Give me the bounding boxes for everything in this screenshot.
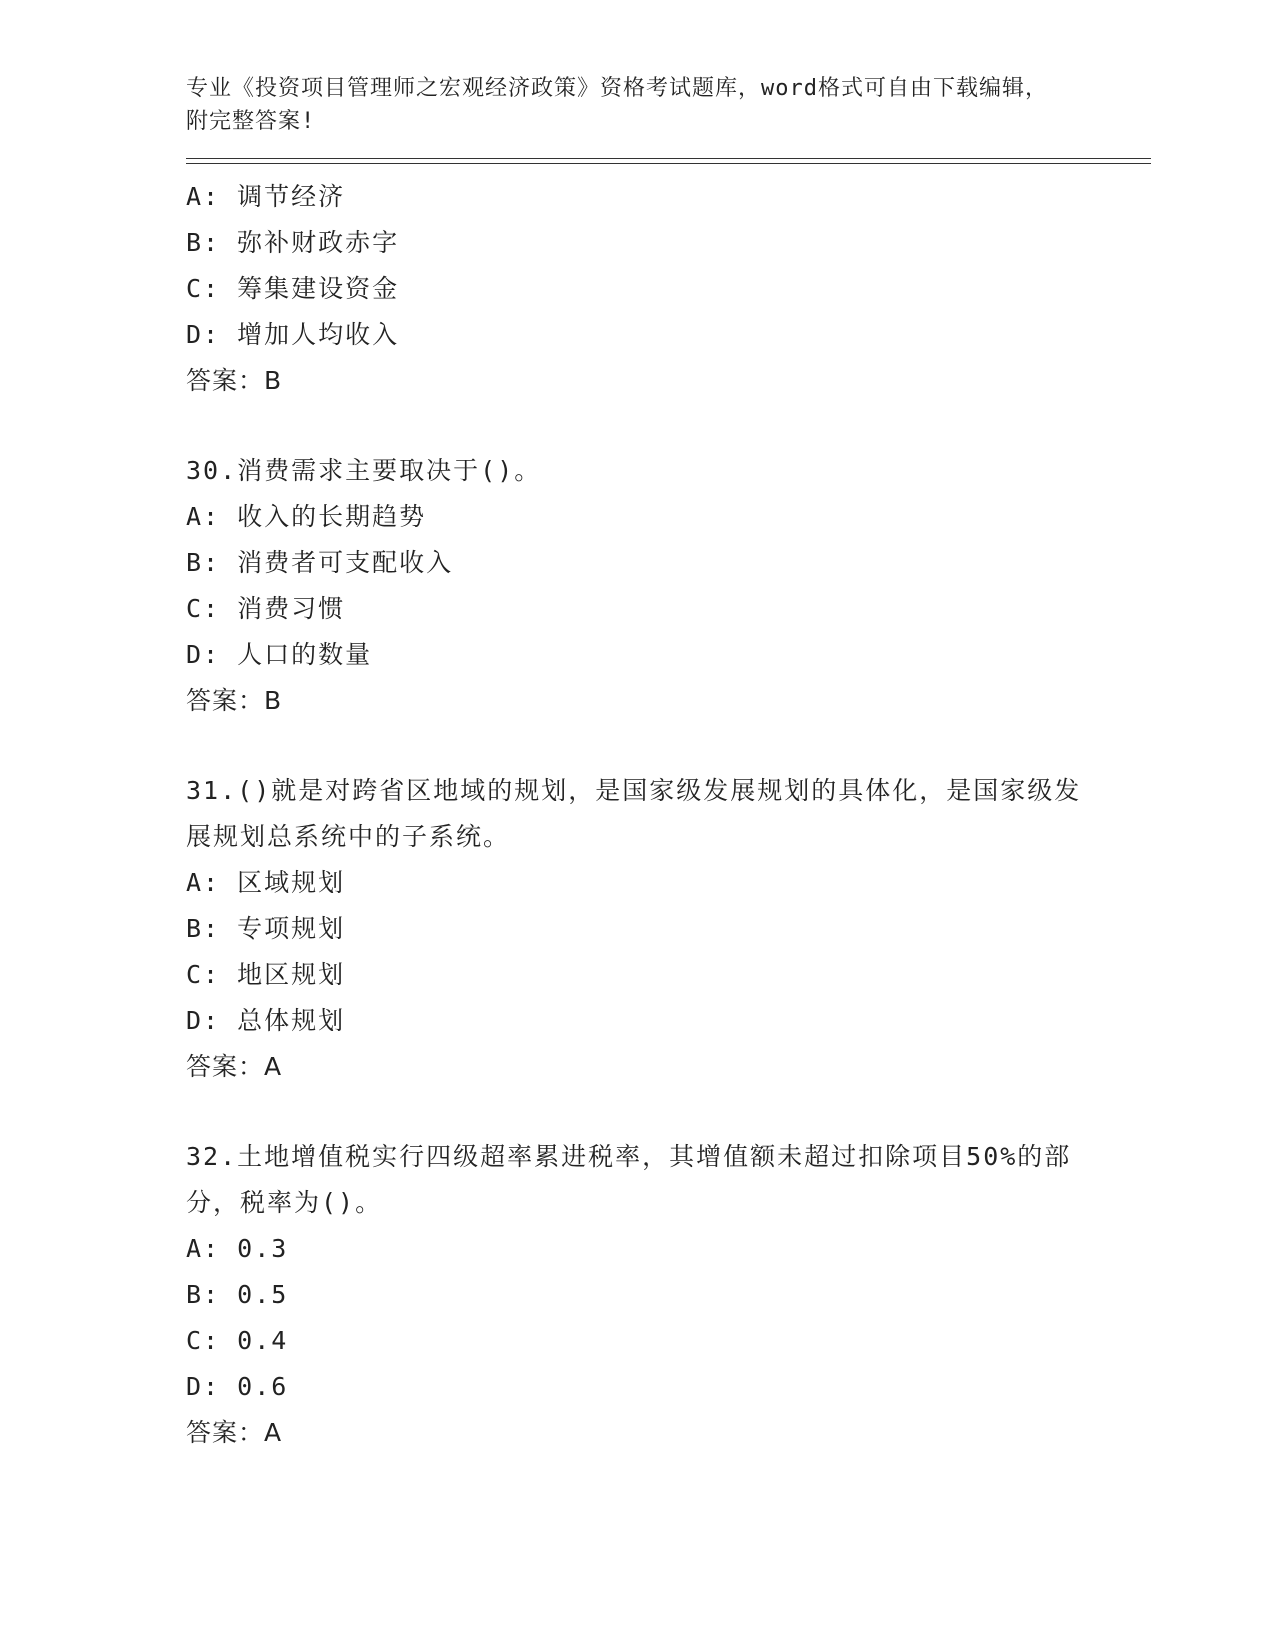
option-c [186, 266, 1151, 312]
option-text: 区域规划 [237, 868, 346, 897]
answer-line: 答案：B [186, 366, 283, 395]
answer-line: 答案：A [186, 1418, 283, 1447]
option-label: D: [186, 1006, 221, 1035]
question-30 [186, 448, 1151, 724]
document-header: 专业《投资项目管理师之宏观经济政策》资格考试题库，word格式可自由下载编辑，附完整答案! [186, 76, 1048, 134]
option-b [186, 220, 1151, 266]
option-label: C: [186, 960, 221, 989]
option-label: A: [186, 502, 221, 531]
option-text: 人口的数量 [237, 640, 373, 669]
question-stem: 32.土地增值税实行四级超率累进税率，其增值额未超过扣除项目50%的部分，税率为()。 [186, 1142, 1072, 1217]
option-text: 消费习惯 [237, 594, 346, 623]
header-divider [186, 158, 1151, 164]
answer-line: 答案：A [186, 1052, 283, 1081]
option-text: 总体规划 [237, 1006, 346, 1035]
option-b [186, 540, 1151, 586]
option-text: 专项规划 [237, 914, 346, 943]
option-a [186, 1226, 1151, 1272]
option-d [186, 312, 1151, 358]
option-c [186, 1318, 1151, 1364]
answer-line: 答案：B [186, 686, 283, 715]
option-d [186, 998, 1151, 1044]
option-text: 0.5 [237, 1280, 289, 1309]
question-stem: 30.消费需求主要取决于()。 [186, 456, 542, 485]
option-text: 0.3 [237, 1234, 289, 1263]
option-label: C: [186, 594, 221, 623]
option-label: A: [186, 868, 221, 897]
option-text: 筹集建设资金 [237, 274, 400, 303]
question-block-continued [186, 174, 1151, 404]
question-32 [186, 1134, 1151, 1456]
option-a [186, 494, 1151, 540]
option-c [186, 586, 1151, 632]
question-list [186, 174, 1151, 1456]
option-b [186, 906, 1151, 952]
option-d [186, 1364, 1151, 1410]
option-b [186, 1272, 1151, 1318]
option-d [186, 632, 1151, 678]
option-label: B: [186, 1280, 221, 1309]
option-text: 地区规划 [237, 960, 346, 989]
question-31 [186, 768, 1151, 1090]
option-text: 0.4 [237, 1326, 289, 1355]
option-label: B: [186, 914, 221, 943]
option-a [186, 860, 1151, 906]
option-c [186, 952, 1151, 998]
option-label: C: [186, 1326, 221, 1355]
option-text: 增加人均收入 [237, 320, 400, 349]
option-label: A: [186, 1234, 221, 1263]
option-label: D: [186, 1372, 221, 1401]
option-label: C: [186, 274, 221, 303]
option-text: 收入的长期趋势 [237, 502, 427, 531]
option-text: 消费者可支配收入 [237, 548, 454, 577]
option-text: 调节经济 [237, 182, 346, 211]
option-text: 弥补财政赤字 [237, 228, 400, 257]
document-page [186, 72, 1151, 1456]
option-label: A: [186, 182, 221, 211]
option-text: 0.6 [237, 1372, 289, 1401]
question-stem: 31.()就是对跨省区地域的规划，是国家级发展规划的具体化，是国家级发展规划总系统中的子系统。 [186, 776, 1082, 851]
option-label: D: [186, 640, 221, 669]
option-label: B: [186, 548, 221, 577]
option-label: B: [186, 228, 221, 257]
option-label: D: [186, 320, 221, 349]
option-a [186, 174, 1151, 220]
